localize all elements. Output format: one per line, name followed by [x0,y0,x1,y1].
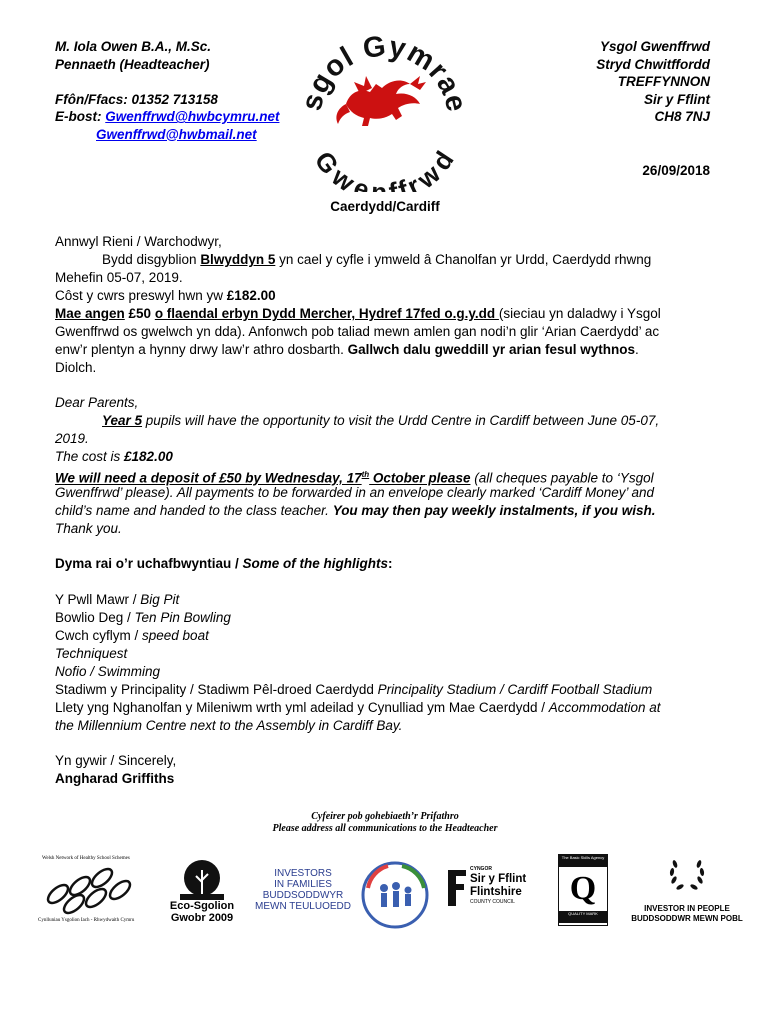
healthy-schools-logo [36,856,166,926]
footer-note-welsh: Cyfeirer pob gohebiaeth’r Prifathro [311,811,459,822]
welsh-dragon-icon [336,76,426,126]
iif-line-4: MEWN TEULUOEDD [255,901,351,912]
english-cost: The cost is £182.00 [55,449,173,464]
healthy-schools-bottom-text: Cynlluniau Ysgolion Iach - Rhwydwaith Cymru [38,918,135,923]
english-line-5: Gwenffrwd’ please). All payments to be forwarded in an envelope clearly marked ‘Cardiff Money’ and [55,485,655,500]
english-deposit: We will need a deposit of £50 by Wednesday, 17th October please (all cheques payable to ‘Ysgol [55,470,654,486]
highlight-item: Cwch cyflym / speed boat [55,628,209,643]
english-line-1: Year 5 pupils will have the opportunity to visit the Urdd Centre in Cardiff between June 05-07, [102,413,660,428]
flintshire-small: CYNGOR [470,866,492,872]
closing: Yn gywir / Sincerely, [55,753,177,768]
logo-top-text: sgol Gymra [298,30,467,114]
school-address [596,38,710,126]
highlight-item: Y Pwll Mawr / Big Pit [55,592,180,607]
signatory-name: Angharad Griffiths [55,771,175,786]
basic-skills-quality-mark-logo [558,854,608,926]
highlights-heading: Dyma rai o’r uchafbwyntiau / Some of the highlights: [55,556,393,571]
highlight-item: the Millennium Centre next to the Assembly in Cardiff Bay. [55,718,403,733]
investors-in-families-logo [248,868,358,918]
leaves-icon [36,856,166,926]
address-line-5: CH8 7NJ [654,109,710,124]
footer-note [0,811,770,835]
eco-award: Gwobr 2009 [170,912,234,924]
english-greeting: Dear Parents, [55,395,139,410]
eco-title: Eco-Sgolion [169,900,235,912]
people-circle-logo [358,858,432,932]
highlight-item: Techniquest [55,646,128,661]
iip-line-2: BUDDSODDWR MEWN POBL [631,914,743,923]
flintshire-welsh: Sir y Fflint [470,873,527,885]
address-line-1: Ysgol Gwenffrwd [599,39,710,54]
english-year: Year 5 [102,413,143,428]
english-thanks: Thank you. [55,521,122,536]
address-line-4: Sir y Fflint [643,91,710,107]
email-link-hwbcymru[interactable]: Gwenffrwd@hwbcymru.net [105,109,280,124]
welsh-line-6: Gwenffrwd os gwelwch yn dda). Anfonwch pob taliad mewn amlen gan nodi’n glir ‘Arian Caerdydd’ ac [55,324,660,339]
highlight-item: Bowlio Deg / Ten Pin Bowling [55,610,231,625]
eco-schools-logo [166,856,238,928]
letter-location: Caerdydd/Cardiff [330,199,440,214]
welsh-line-7: enw’r plentyn a hynny drwy law’r athro dosbarth. Gallwch dalu gweddill yr arian fesul wythnos. [55,342,639,357]
iip-line-1: INVESTOR IN PEOPLE [644,904,730,913]
basic-skills-bottom: QUALITY MARK [559,911,607,923]
iif-line-1: INVESTORS [274,868,332,879]
logo-bottom-text: Gwe ffrwd [308,145,460,192]
iif-line-2: IN FAMILIES [274,879,332,890]
phone-number: Ffôn/Ffacs: 01352 713158 [55,91,218,107]
welsh-deposit: Mae angen £50 o flaendal erbyn Dydd Mercher, Hydref 17fed o.g.y.dd (sieciau yn daladwy i Ysgol [55,306,661,321]
welsh-cost: Côst y cwrs preswyl hwn yw £182.00 [55,288,276,303]
footer-note-english: Please address all communications to the Headteacher [272,823,498,834]
email-link-hwbmail[interactable]: Gwenffrwd@hwbmail.net [96,126,257,142]
school-logo [298,22,468,192]
email-label: E-bost: [55,109,102,124]
highlight-item: Stadiwm y Principality / Stadiwm Pêl-droed Caerdydd Principality Stadium / Cardiff Football Stadium [55,682,653,697]
welsh-thanks: Diolch. [55,360,97,375]
svg-text:Gwenffrwd [309,146,460,192]
investor-in-people-logo [622,852,752,926]
welsh-line-1: Bydd disgyblion Blwyddyn 5 yn cael y cyfle i ymweld â Chanolfan yr Urdd, Caerdydd rhwng [102,252,652,267]
headteacher-details [55,38,279,143]
welsh-year: Blwyddyn 5 [200,252,276,267]
healthy-schools-top-text: Welsh Network of Healthy School Schemes [42,856,130,861]
english-line-6: child’s name and handed to the class teacher. You may then pay weekly instalments, if you wish. [55,503,656,518]
address-line-2: Stryd Chwitffordd [596,56,710,72]
highlight-item: Llety yng Nghanolfan y Mileniwm wrth yml adeilad y Cynulliad ym Mae Caerdydd / Accommodation at [55,700,661,715]
flintshire-council: COUNTY COUNCIL [470,899,515,905]
laurel-wreath-icon [664,852,710,898]
people-circle-icon [358,858,432,932]
welsh-line-2: Mehefin 05-07, 2019. [55,270,183,285]
iif-line-3: BUDDSODDWYR [262,890,344,901]
flintshire-emblem-icon [446,868,468,908]
english-line-2: 2019. [55,431,89,446]
headteacher-name: M. Iola Owen B.A., M.Sc. [55,39,212,54]
letter-date: 26/09/2018 [642,163,710,178]
eco-tree-icon [166,856,238,906]
quality-q-icon: Q [569,870,597,907]
headteacher-role: Pennaeth (Headteacher) [55,56,210,72]
flintshire-english: Flintshire [470,886,522,898]
basic-skills-top: The Basic Skills Agency [559,855,607,867]
address-line-3: TREFFYNNON [617,74,710,89]
highlight-item: Nofio / Swimming [55,664,161,679]
flintshire-logo [446,864,536,914]
welsh-greeting: Annwyl Rieni / Warchodwyr, [55,234,222,249]
